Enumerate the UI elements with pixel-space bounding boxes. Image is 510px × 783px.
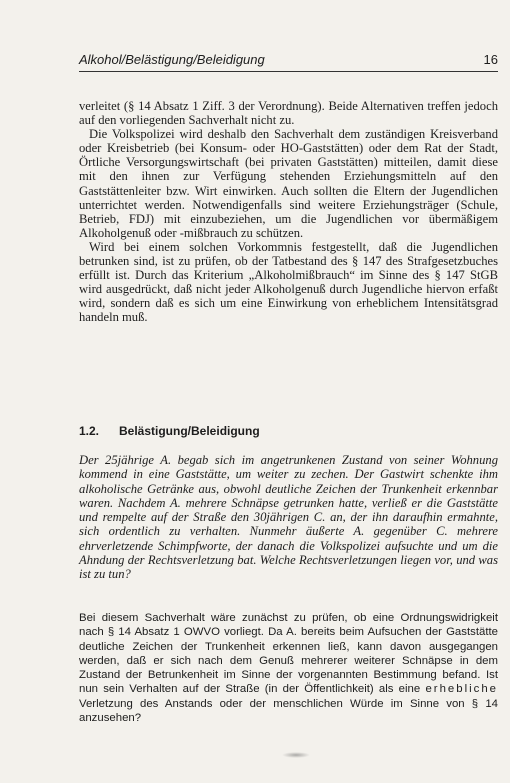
analysis-emphasis: erhebliche bbox=[425, 683, 498, 696]
header-rule bbox=[79, 71, 498, 72]
paragraph-2: Die Volkspolizei wird deshalb den Sachverhalt dem zuständigen Kreisverband oder Kreisbetrieb (bei Konsum- oder HO-Gaststätten) oder dem Rat der Stadt, Örtliche Versorgungswirtschaft (bei privaten Gaststätten) mitteilen, damit diese mit den ihnen zur Verfügung stehenden Erziehungsmitteln auf den Gaststättenleiter bzw. Wirt einwirken. Auch sollten die Eltern der Jugendlichen unterrichtet werden. Notwendigenfalls sind weitere Erziehungsträger (Schule, Betrieb, FDJ) mit einzubeziehen, um die Jugendlichen vor übermäßigem Alkoholgenuß oder -mißbrauch zu schützen. bbox=[79, 127, 498, 240]
analysis-text-start: Bei diesem Sachverhalt wäre zunächst zu prüfen, ob eine Ordnungswidrigkeit nach § 14 Absatz 1 OWVO vorliegt. Da A. bereits beim Aufsuchen der Gaststätte deutliche Zeichen der Trunkenheit erkennen ließ, kann davon ausgegangen werden, daß er sich nach dem Genuß mehrerer weiterer Schnäpse in dem Zustand der Betrunkenheit im Sinne der vorgenannten Bestimmung befand. Ist nun sein Verhalten auf der Straße (in der Öffentlichkeit) als eine bbox=[79, 612, 498, 696]
analysis-text-end: Verletzung des Anstands oder der menschlichen Würde im Sinne von § 14 anzusehen? bbox=[79, 697, 498, 725]
case-description: Der 25jährige A. begab sich im angetrunkenen Zustand von seiner Wohnung kommend in eine Gaststätte, um weiter zu zechen. Der Gastwirt schenkte ihm alkoholische Getränke aus, obwohl deutliche Zeichen der Trunkenheit erkennbar waren. Nachdem A. mehrere Schnäpse getrunken hatte, verließ er die Gaststätte und rempelte auf der Straße den 30jährigen C. an, der ihn daraufhin ermahnte, sich ordentlich zu verhalten. Nunmehr äußerte A. gegenüber C. mehrere ehrverletzende Schimpfworte, der danach die Volkspolizei aufsuchte und um die Ahndung der Rechtsverletzung bat. Welche Rechtsverletzungen liegen vor, und was ist zu tun? bbox=[79, 453, 498, 582]
page-number: 16 bbox=[483, 52, 498, 67]
paragraph-3: Wird bei einem solchen Vorkommnis festgestellt, daß die Jugendlichen betrunken sind, ist zu prüfen, ob der Tatbestand des § 147 des Strafgesetzbuches erfüllt ist. Durch das Kriterium „Alkoholmißbrauch“ im Sinne des § 147 StGB wird ausgedrückt, daß nicht jeder Alkoholgenuß durch Jugendliche hiervon erfaßt wird, sondern daß es sich um eine Einwirkung von erheblichem Intensitätsgrad handeln muß. bbox=[79, 239, 498, 325]
body-text bbox=[79, 99, 498, 325]
section-heading bbox=[79, 424, 498, 438]
running-head-title: Alkohol/Belästigung/Beleidigung bbox=[79, 52, 265, 67]
analysis-paragraph bbox=[79, 611, 498, 725]
section-number: 1.2. bbox=[79, 424, 100, 438]
paragraph-1: verleitet (§ 14 Absatz 1 Ziff. 3 der Verordnung). Beide Alternativen treffen jedoch auf den vorliegenden Sachverhalt nicht zu. bbox=[79, 99, 498, 128]
section-title: Belästigung/Beleidigung bbox=[119, 424, 260, 438]
running-head bbox=[79, 52, 498, 67]
print-smudge bbox=[282, 752, 310, 758]
